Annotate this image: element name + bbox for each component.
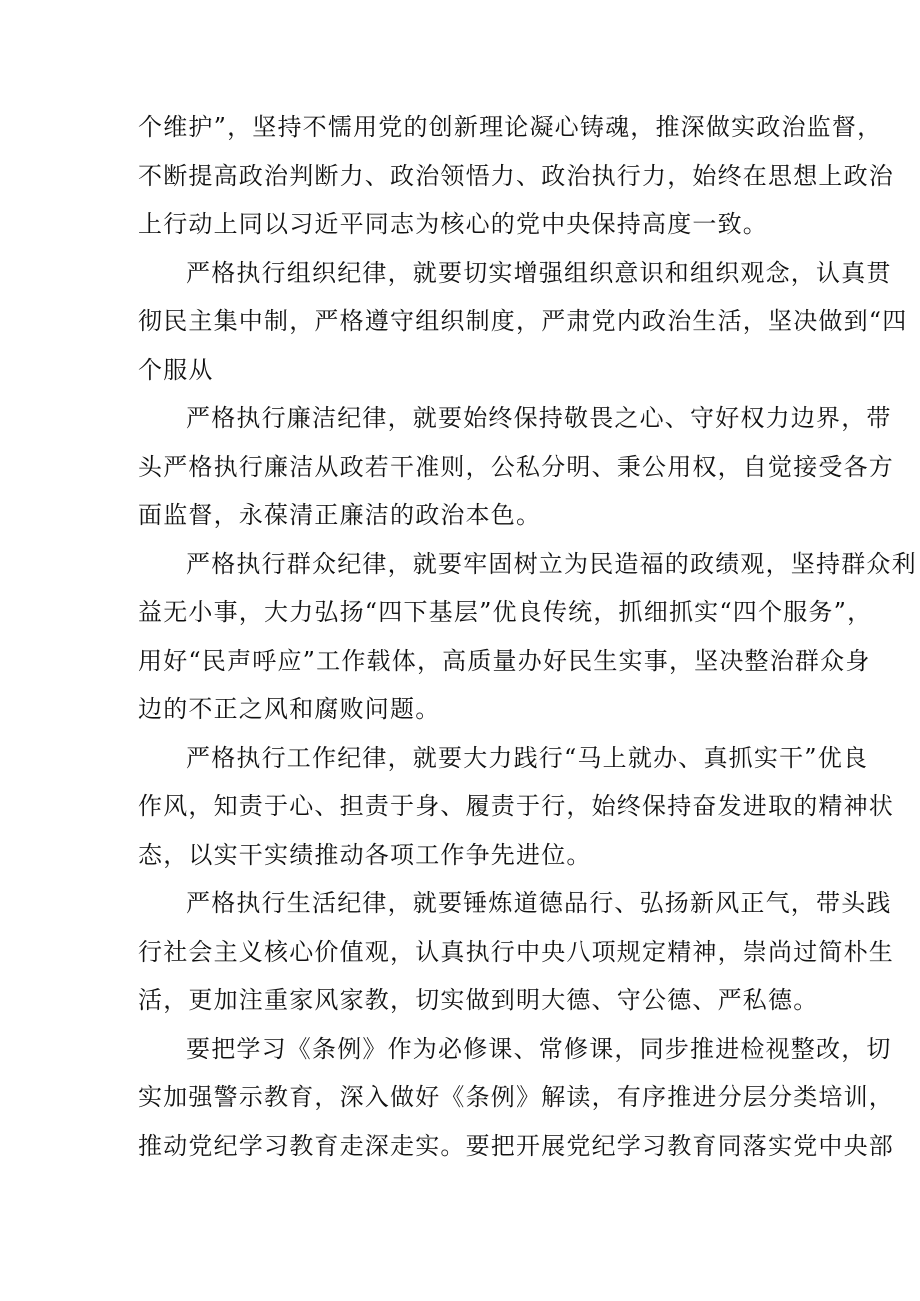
text-line: 严格执行组织纪律，就要切实增强组织意识和组织观念，认真贯	[186, 258, 892, 287]
text-line: 作风，知责于心、担责于身、履责于行，始终保持奋发进取的精神状	[138, 792, 894, 820]
text-line: 严格执行工作纪律，就要大力践行“马上就办、真抓实干”优良	[186, 743, 869, 772]
text-line: 个服从	[138, 355, 214, 384]
text-line: 态，以实干实绩推动各项工作争先进位。	[138, 840, 592, 869]
paragraph-organizational-discipline	[138, 249, 908, 395]
text-line: 活，更加注重家风家教，切实做到明大德、守公德、严私德。	[138, 986, 819, 1014]
text-line: 上行动上同以习近平同志为核心的党中央保持高度一致。	[138, 210, 768, 238]
text-line: 推动党纪学习教育走深走实。要把开展党纪学习教育同落实党中央部	[138, 1131, 894, 1160]
text-line: 个维护”，坚持不懦用党的创新理论凝心铸魂，推深做实政治监督，	[138, 113, 883, 141]
text-line: 严格执行廉洁纪律，就要始终保持敬畏之心、守好权力边界，带	[186, 404, 892, 432]
text-line: 头严格执行廉洁从政若干准则，公私分明、秉公用权，自觉接受各方	[138, 452, 894, 481]
text-line: 不断提高政治判断力、政治领悟力、政治执行力，始终在思想上政治	[138, 161, 894, 190]
text-line: 实加强警示教育，深入做好《条例》解读，有序推进分层分类培训，	[138, 1083, 894, 1111]
text-line: 严格执行群众纪律，就要牢固树立为民造福的政绩观，坚持群众利	[186, 549, 917, 578]
paragraph-mass-discipline	[138, 540, 917, 734]
text-line: 益无小事，大力弘扬“四下基层”优良传统，抓细抓实“四个服务”，	[138, 598, 873, 626]
paragraph-life-discipline	[138, 879, 894, 1025]
text-line: 用好“民声呼应”工作载体，高质量办好民生实事，坚决整治群众身	[138, 646, 871, 675]
paragraph-study-regulations	[138, 1025, 894, 1171]
text-line: 行社会主义核心价值观，认真执行中央八项规定精神，崇尚过简朴生	[138, 937, 894, 966]
document-body	[138, 103, 917, 1170]
paragraph-integrity-discipline	[138, 394, 894, 540]
paragraph-political-discipline-end	[138, 103, 894, 249]
text-line: 彻民主集中制，严格遵守组织制度，严肃党内政治生活，坚决做到“四	[138, 307, 908, 335]
text-line: 面监督，永葆清正廉洁的政治本色。	[138, 501, 542, 529]
text-line: 要把学习《条例》作为必修课、常修课，同步推进检视整改，切	[186, 1034, 892, 1063]
text-line: 严格执行生活纪律，就要锤炼道德品行、弘扬新风正气，带头践	[186, 889, 892, 917]
text-line: 边的不正之风和腐败问题。	[138, 695, 441, 723]
paragraph-work-discipline	[138, 734, 894, 880]
